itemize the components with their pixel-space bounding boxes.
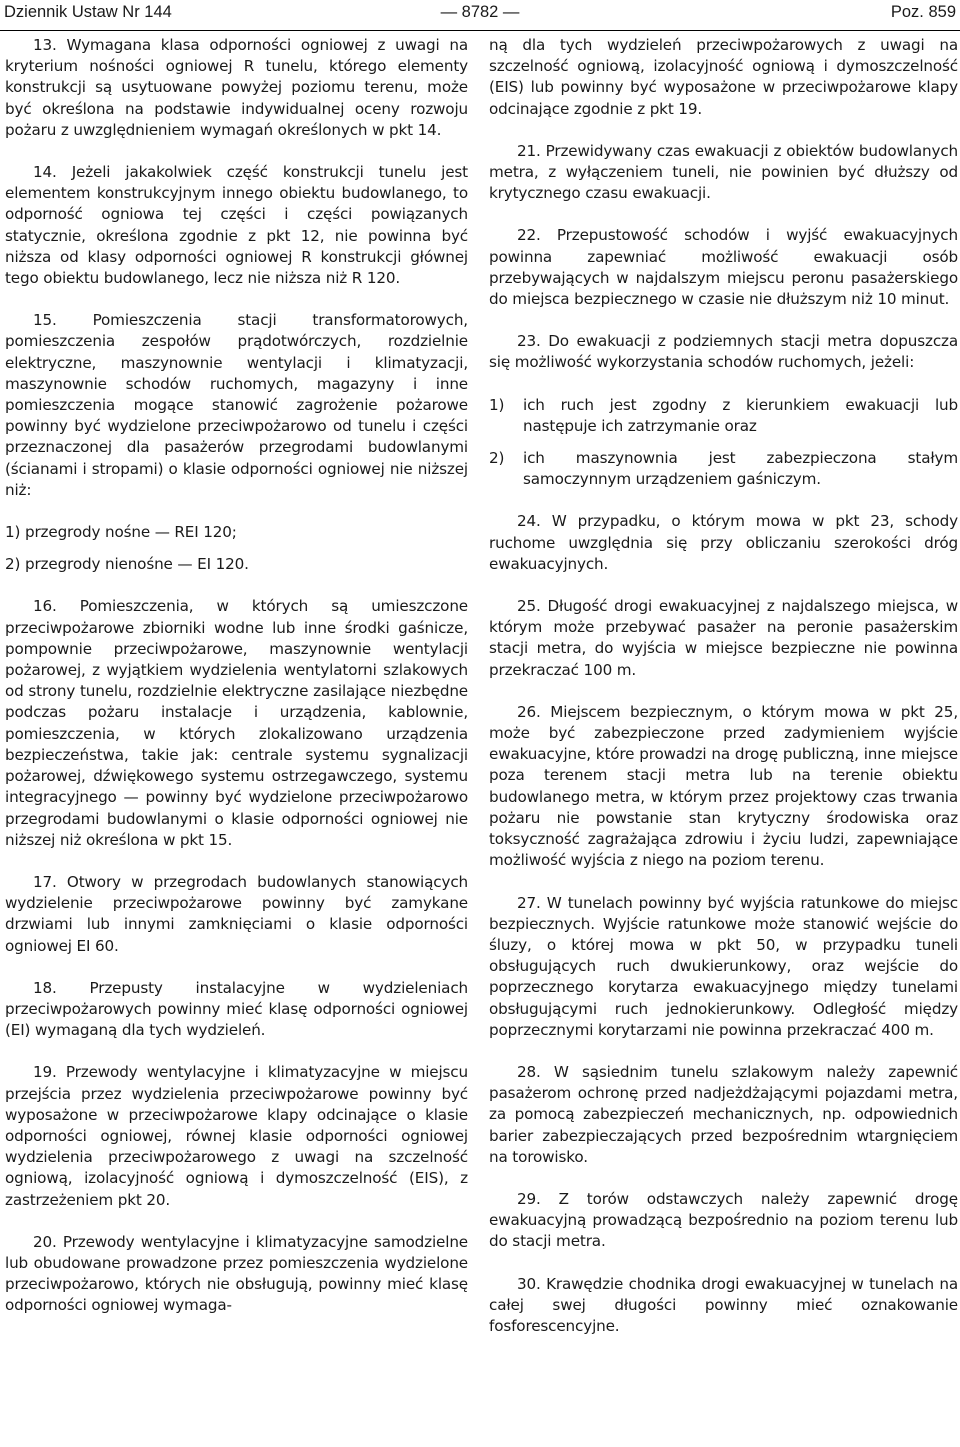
paragraph-16: 16. Pomieszczenia, w których są umieszczone przeciwpożarowe zbiorniki wodne lub inne środki gaśnicze, pompownie przeciwpożarowe, maszynownie wentylacji pożarowej, z wyjątkiem wydzielenia wentylatorni szlakowych od strony tunelu, rozdzielnie elektryczne zasilające niezbędne podczas pożaru instalacje i urządzenia, kablownie, pomieszczenia, w których zlokalizowano urządzenia bezpieczeństwa, takie jak: centrale systemu sygnalizacji pożarowej, dźwiękowego systemu ostrzegawczego, systemu integracyjnego — powinny być wydzielone przeciwpożarowo przegrodami budowlanymi o klasie odporności ogniowej nie niższej niż określona w pkt 15.	[5, 597, 468, 849]
position-number: Poz. 859	[890, 3, 956, 21]
paragraph-19: 19. Przewody wentylacyjne i klimatyzacyjne w miejscu przejścia przez wydzielenia przeciwpożarowe powinny być wyposażone w przeciwpożarowe klapy odcinające o klasie odporności ogniowej, równej klasie odporności ogniowej wydzielenia przeciwpożarowego z uwagi na szczelność ogniową, izolacyjność ogniową i dymoszczelność (EIS), z zastrzeżeniem pkt 20.	[5, 1063, 468, 1209]
paragraph-30: 30. Krawędzie chodnika drogi ewakuacyjnej w tunelach na całej swej długości powinny mieć oznakowanie fosforescencyjne.	[489, 1274, 958, 1335]
journal-title: Dziennik Ustaw Nr 144	[4, 3, 172, 21]
list-number: 1)	[489, 395, 505, 414]
paragraph-22: 22. Przepustowość schodów i wyjść ewakuacyjnych powinna zapewniać możliwość ewakuacji osób przebywających w najdalszym miejscu peronu pasażerskiego do miejsca bezpiecznego w czasie nie dłuższym niż 10 minut.	[489, 226, 958, 309]
list-item-23-2	[489, 448, 958, 490]
paragraph-17: 17. Otwory w przegrodach budowlanych stanowiących wydzielenie przeciwpożarowe powinny być zamykane drzwiami lub innymi zamknięciami o klasie odporności ogniowej EI 60.	[5, 872, 468, 955]
paragraph-27: 27. W tunelach powinny być wyjścia ratunkowe do miejsc bezpiecznych. Wyjście ratunkowe może stanowić wejście do śluzy, o której mowa w pkt 50, w przypadku tuneli obsługujących ruch dwukierunkowy, oraz wejście do poprzecznego korytarza ewakuacyjnego między tunelami obsługującymi ruch jednokierunkowy. Odległość między poprzecznymi korytarzami nie powinna przekraczać 400 m.	[489, 893, 958, 1039]
paragraph-28: 28. W sąsiednim tunelu szlakowym należy zapewnić pasażerom ochronę przed nadjeżdżającymi pojazdami metra, za pomocą zabezpieczeń mechanicznych, np. odpowiednich barier zabezpieczających przed bezpośrednim wtargnięciem na torowisko.	[489, 1062, 958, 1166]
list-text: ich maszynownia jest zabezpieczona stałym samoczynnym urządzeniem gaśniczym.	[523, 449, 958, 489]
header-rule	[0, 30, 960, 31]
page-header	[0, 0, 960, 30]
paragraph-21: 21. Przewidywany czas ewakuacji z obiektów budowlanych metra, z wyłączeniem tuneli, nie powinien być dłuższy od krytycznego czasu ewakuacji.	[489, 141, 958, 203]
paragraph-26: 26. Miejscem bezpiecznym, o którym mowa w pkt 25, może być zabezpieczone przed zadymieniem wyjście ewakuacyjne, które prowadzi na drogę publiczną, inne miejsce poza terenem stacji metra lub na terenie obiektu budowlanego metra, w którym przez projektowy czas trwania pożaru nie powstanie stan krytyczny środowiska oraz toksyczność zagrażająca zdrowiu i życiu ludzi, zapewniające możliwość wyjścia z niego na poziom terenu.	[489, 702, 958, 870]
list-item-15-2: 2) przegrody nienośne — EI 120.	[5, 555, 249, 574]
paragraph-20: 20. Przewody wentylacyjne i klimatyzacyjne samodzielne lub obudowane prowadzone przez pomieszczenia wydzielone przeciwpożarowo, których nie obsługują, powinny mieć klasę odporności ogniowej wymaga-	[5, 1232, 468, 1315]
paragraph-23: 23. Do ewakuacji z podziemnych stacji metra dopuszcza się możliwość wykorzystania schodów ruchomych, jeżeli:	[489, 332, 958, 372]
paragraph-14: 14. Jeżeli jakakolwiek część konstrukcji tunelu jest elementem konstrukcyjnym innego obiektu budowlanego, to odporność ogniowa tej części i części powiązanych statycznie, określona zgodnie z pkt 12, nie powinna być niższa od klasy odporności ogniowej R konstrukcji głównej tego obiektu budowlanego, lecz nie niższa niż R 120.	[5, 163, 468, 288]
list-number: 2)	[489, 449, 505, 468]
list-item-15-1: 1) przegrody nośne — REI 120;	[5, 523, 237, 542]
page-number: — 8782 —	[440, 3, 520, 21]
left-column	[5, 35, 468, 1338]
paragraph-29: 29. Z torów odstawczych należy zapewnić drogę ewakuacyjną prowadzącą bezpośrednio na poziom terenu lub do stacji metra.	[489, 1189, 958, 1251]
right-column	[489, 35, 958, 1358]
paragraph-20-continued: ną dla tych wydzieleń przeciwpożarowych z uwagi na szczelność ogniową, izolacyjność ogniową i dymoszczelność (EIS) lub powinny być wyposażone w przeciwpożarowe klapy odcinające zgodnie z pkt 19.	[489, 36, 958, 118]
paragraph-25: 25. Długość drogi ewakuacyjnej z najdalszego miejsca, w którym może przebywać pasażer na peronie pasażerskim stacji metra, do wyjścia w miejsce bezpieczne nie powinna przekraczać 100 m.	[489, 597, 958, 679]
paragraph-24: 24. W przypadku, o którym mowa w pkt 23, schody ruchome uwzględnia się przy obliczaniu szerokości dróg ewakuacyjnych.	[489, 512, 958, 573]
list-item-23-1	[489, 395, 958, 437]
paragraph-13: 13. Wymagana klasa odporności ogniowej z uwagi na kryterium nośności ogniowej R tunelu, którego elementy konstrukcji są usytuowane powyżej poziomu terenu, może być określona na podstawie indywidualnej oceny rozwoju pożaru z uwzględnieniem wymagań określonych w pkt 14.	[5, 36, 468, 139]
paragraph-18: 18. Przepusty instalacyjne w wydzieleniach przeciwpożarowych powinny mieć klasę odporności ogniowej (EI) wymaganą dla tych wydzieleń.	[5, 978, 468, 1040]
list-text: ich ruch jest zgodny z kierunkiem ewakuacji lub następuje ich zatrzymanie oraz	[523, 395, 958, 435]
paragraph-15: 15. Pomieszczenia stacji transformatorowych, pomieszczenia zespołów prądotwórczych, rozdzielnie elektryczne, maszynownie wentylacji i klimatyzacji, maszynownie schodów ruchomych, magazyny i inne pomieszczenia mogące stanowić zagrożenie pożarowe powinny być wydzielone przeciwpożarowo od tunelu i części przeznaczonej dla pasażerów przegrodami budowlanymi (ścianami i stropami) o klasie odporności ogniowej nie niższej niż:	[5, 311, 468, 499]
